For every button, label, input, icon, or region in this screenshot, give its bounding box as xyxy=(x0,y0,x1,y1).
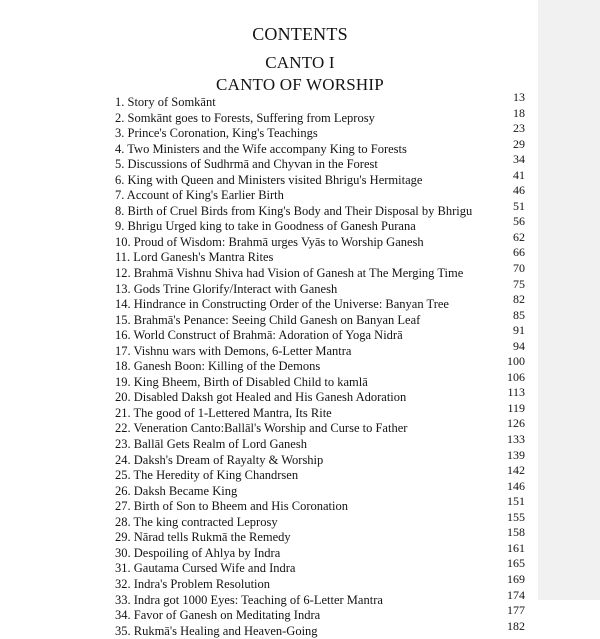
toc-entry-title: 6. King with Queen and Ministers visited Bhrigu's Hermitage xyxy=(115,172,423,187)
toc-entry-page-number: 46 xyxy=(513,183,525,198)
toc-entry xyxy=(115,214,535,235)
toc-entry-page-number: 94 xyxy=(513,338,525,353)
toc-entry-title: 35. Rukmā's Healing and Heaven-Going xyxy=(115,623,318,638)
toc-entry-page-number: 18 xyxy=(513,105,525,120)
toc-entry xyxy=(115,494,535,515)
toc-entry xyxy=(115,152,535,173)
toc-entry xyxy=(115,261,535,282)
toc-entry-title: 15. Brahmā's Penance: Seeing Child Ganesh on Banyan Leaf xyxy=(115,312,421,327)
toc-entry-page-number: 182 xyxy=(507,618,525,633)
toc-entry-title: 34. Favor of Ganesh on Meditating Indra xyxy=(115,608,321,623)
toc-entry xyxy=(115,292,535,313)
toc-entry-title: 13. Gods Trine Glorify/Interact with Ganesh xyxy=(115,281,338,296)
toc-entry xyxy=(115,571,535,593)
toc-entry-title: 10. Proud of Wisdom: Brahmā urges Vyās to Worship Ganesh xyxy=(115,234,424,249)
toc-entry-page-number: 106 xyxy=(507,369,525,384)
toc-entry-page-number: 75 xyxy=(513,276,525,291)
toc-entry xyxy=(115,618,535,639)
toc-entry-page-number: 23 xyxy=(513,121,525,136)
canto-number-heading: CANTO I xyxy=(265,53,335,72)
toc-entry xyxy=(115,587,535,609)
toc-entry-title: 8. Birth of Cruel Birds from King's Body and Their Disposal by Bhrigu xyxy=(115,203,473,218)
toc-entry-page-number: 177 xyxy=(507,603,525,618)
toc-entry-page-number: 126 xyxy=(507,416,525,431)
toc-entry-title: 19. King Bheem, Birth of Disabled Child to kamlā xyxy=(115,374,368,389)
toc-entry-page-number: 66 xyxy=(513,245,525,260)
toc-entry-page-number: 34 xyxy=(513,152,525,167)
toc-entry-title: 9. Bhrigu Urged king to take in Goodness of Ganesh Purana xyxy=(115,219,416,234)
toc-entry xyxy=(115,603,535,624)
toc-entry-title: 5. Discussions of Sudhrmā and Chyvan in the Forest xyxy=(115,157,378,172)
toc-entry-title: 25. The Heredity of King Chandrsen xyxy=(115,468,299,483)
toc-entry-title: 23. Ballāl Gets Realm of Lord Ganesh xyxy=(115,437,307,452)
toc-entry-page-number: 70 xyxy=(513,261,525,276)
toc-entry-page-number: 13 xyxy=(513,90,525,104)
toc-entry xyxy=(115,525,535,546)
toc-entry-title: 4. Two Ministers and the Wife accompany King to Forests xyxy=(115,141,407,156)
toc-entry xyxy=(115,463,535,484)
toc-entry xyxy=(115,183,535,204)
toc-entry xyxy=(115,338,535,360)
toc-entry xyxy=(115,478,535,500)
toc-entry-page-number: 142 xyxy=(507,463,525,478)
toc-entry xyxy=(115,385,535,406)
toc-entry-page-number: 100 xyxy=(507,354,525,369)
toc-entry xyxy=(115,540,535,562)
toc-entry-title: 28. The king contracted Leprosy xyxy=(115,514,278,529)
toc-entry-title: 33. Indra got 1000 Eyes: Teaching of 6-Letter Mantra xyxy=(115,592,383,607)
toc-entry-page-number: 91 xyxy=(513,323,525,338)
toc-entry xyxy=(115,369,535,391)
toc-entry-title: 29. Nārad tells Rukmā the Remedy xyxy=(115,530,291,545)
toc-entry-page-number: 119 xyxy=(507,400,525,415)
toc-entry xyxy=(115,354,535,375)
toc-entry xyxy=(115,136,535,158)
toc-entry xyxy=(115,416,535,437)
toc-entry-title: 11. Lord Ganesh's Mantra Rites xyxy=(115,250,274,265)
toc-entry xyxy=(115,121,535,142)
toc-entry-title: 1. Story of Somkānt xyxy=(115,95,216,109)
toc-entry-title: 24. Daksh's Dream of Rayalty & Worship xyxy=(115,452,324,467)
toc-entry-page-number: 85 xyxy=(513,307,525,322)
toc-entry-title: 27. Birth of Son to Bheem and His Coronation xyxy=(115,499,348,514)
toc-entry xyxy=(115,432,535,453)
toc-entry-page-number: 139 xyxy=(507,447,525,462)
toc-entry-page-number: 62 xyxy=(513,229,525,244)
canto-title-heading: CANTO OF WORSHIP xyxy=(216,75,384,94)
toc-entry-page-number: 113 xyxy=(507,385,525,400)
toc-entry-title: 16. World Construct of Brahmā: Adoration of Yoga Nidrā xyxy=(115,328,403,343)
toc-entry-title: 14. Hindrance in Constructing Order of the Universe: Banyan Tree xyxy=(115,297,449,312)
toc-entry xyxy=(115,276,535,298)
toc-entry-page-number: 161 xyxy=(507,540,525,555)
toc-entry xyxy=(115,198,535,220)
toc-entry-page-number: 133 xyxy=(507,432,525,447)
toc-entry xyxy=(115,105,535,127)
toc-entry xyxy=(115,307,535,329)
toc-entry-title: 17. Vishnu wars with Demons, 6-Letter Mantra xyxy=(115,343,352,358)
toc-entry-title: 20. Disabled Daksh got Healed and His Ganesh Adoration xyxy=(115,390,407,405)
toc-entry-title: 12. Brahmā Vishnu Shiva had Vision of Ganesh at The Merging Time xyxy=(115,266,464,281)
toc-entry-title: 21. The good of 1-Lettered Mantra, Its Rite xyxy=(115,405,332,420)
toc-entry-page-number: 82 xyxy=(513,292,525,307)
toc-entry-title: 22. Veneration Canto:Ballāl's Worship and Curse to Father xyxy=(115,421,408,436)
toc-entry xyxy=(115,400,535,422)
toc-entry-page-number: 151 xyxy=(507,494,525,509)
toc-entry xyxy=(115,229,535,251)
toc-entry-title: 31. Gautama Cursed Wife and Indra xyxy=(115,561,296,576)
toc-entry-page-number: 158 xyxy=(507,525,525,540)
toc-entry xyxy=(115,245,535,266)
toc-entry-page-number: 56 xyxy=(513,214,525,229)
toc-entry-title: 7. Account of King's Earlier Birth xyxy=(115,188,284,203)
toc-entry-title: 26. Daksh Became King xyxy=(115,483,238,498)
contents-heading: CONTENTS xyxy=(252,24,348,44)
toc-entry-page-number: 41 xyxy=(513,167,525,182)
toc-entry-page-number: 165 xyxy=(507,556,525,571)
toc-entry-title: 30. Despoiling of Ahlya by Indra xyxy=(115,545,281,560)
toc-entry-page-number: 29 xyxy=(513,136,525,151)
toc-entry-page-number: 155 xyxy=(507,509,525,524)
toc-entry xyxy=(115,323,535,344)
toc-entry xyxy=(115,167,535,189)
toc-entry xyxy=(115,90,535,111)
toc-entry-title: 2. Somkānt goes to Forests, Suffering from Leprosy xyxy=(115,110,375,125)
toc-entry-page-number: 174 xyxy=(507,587,525,602)
toc-entry xyxy=(115,556,535,577)
toc-entry-page-number: 51 xyxy=(513,198,525,213)
toc-entry-title: 3. Prince's Coronation, King's Teachings xyxy=(115,126,318,141)
toc-entry-page-number: 169 xyxy=(507,571,525,586)
toc-entry-title: 18. Ganesh Boon: Killing of the Demons xyxy=(115,359,321,374)
toc-entry-title: 32. Indra's Problem Resolution xyxy=(115,576,271,591)
toc-entry-page-number: 146 xyxy=(507,478,525,493)
toc-entry xyxy=(115,509,535,531)
table-of-contents xyxy=(115,90,535,639)
toc-entry xyxy=(115,447,535,469)
